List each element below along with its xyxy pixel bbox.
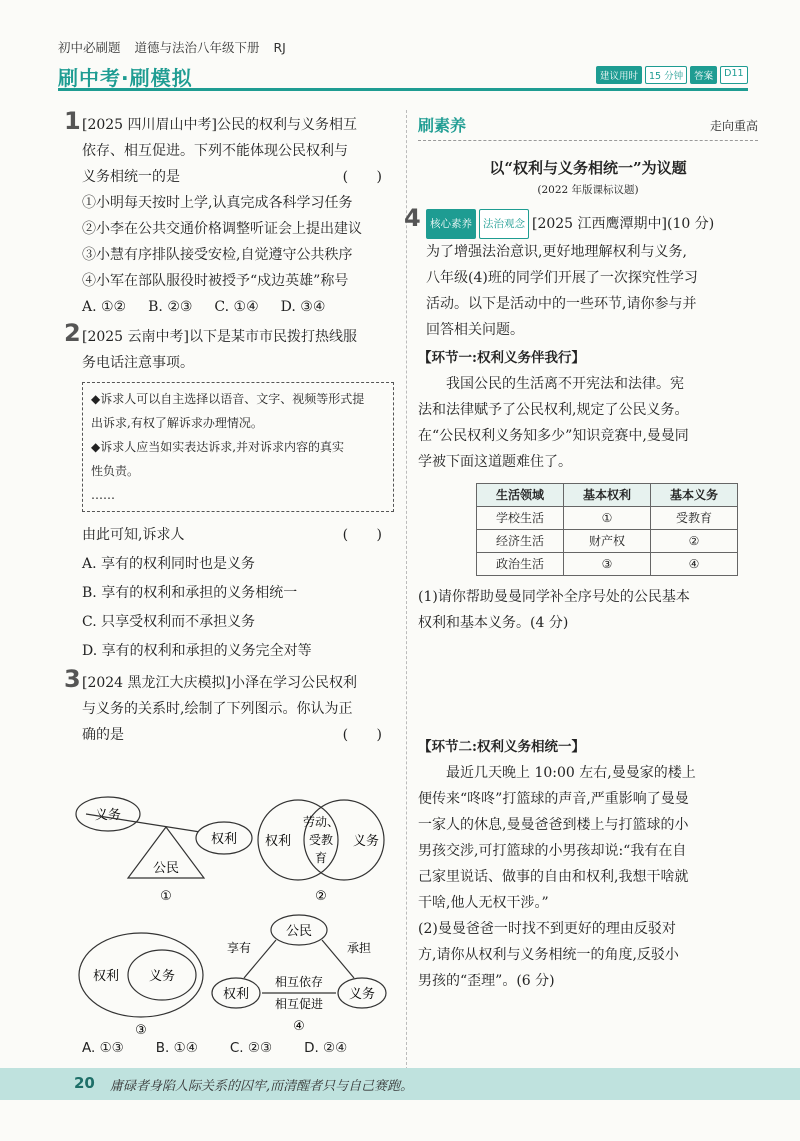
option-d[interactable]: D. ③④: [280, 299, 326, 315]
banner-title: 刷中考·刷模拟: [58, 66, 193, 90]
paragraph-line: 法和法律赋予了公民权利,规定了公民义务。: [418, 402, 689, 418]
fig2-mid: 育: [314, 851, 328, 865]
notice-line: 性负责。: [91, 464, 140, 478]
column-divider: [406, 110, 407, 1070]
time-answer-badges: [596, 66, 748, 84]
table-cell: ①: [564, 507, 651, 530]
table-cell: ③: [564, 553, 651, 576]
option-b[interactable]: B. 享有的权利和承担的义务相统一: [82, 585, 298, 601]
fig2-mid: 劳动、: [302, 815, 340, 829]
footer-motto: 庸碌者身陷人际关系的囚牢,而清醒者只与自己赛跑。: [110, 1079, 414, 1094]
answer-label: 答案: [690, 66, 717, 84]
table-header: 基本义务: [651, 484, 738, 507]
paragraph-line: 在“公民权利义务知多少”知识竞赛中,曼曼同: [418, 428, 689, 444]
q3-options: [82, 1040, 347, 1056]
fig2-number: ②: [315, 889, 327, 904]
option-c[interactable]: C. ①④: [214, 299, 259, 315]
option-d[interactable]: D. 享有的权利和承担的义务完全对等: [82, 643, 312, 659]
fig4-enjoy: 享有: [226, 941, 252, 955]
paragraph-line: 己家里说话、做事的自由和权利,我想干啥就: [418, 869, 689, 885]
paragraph-line: 便传来“咚咚”打篮球的声音,严重影响了曼曼: [418, 791, 689, 807]
fig4-mutual: 相互依存: [274, 975, 324, 989]
table-row: [477, 530, 738, 553]
subject-name: 道德与法治八年级下册: [134, 40, 260, 55]
option-a[interactable]: A. ①②: [82, 299, 127, 315]
table-row: [477, 507, 738, 530]
subquestion-1: (1)请你帮助曼曼同学补全序号处的公民基本: [418, 589, 690, 605]
right-column: [404, 112, 758, 994]
question-stem: 务电话注意事项。: [82, 355, 194, 371]
diagram-3: [79, 933, 203, 1038]
table-cell: ④: [651, 553, 738, 576]
option-d[interactable]: D. ②④: [304, 1040, 348, 1056]
time-value: 15 分钟: [645, 66, 687, 84]
fig4-mutual: 相互促进: [274, 997, 324, 1011]
answer-ref: D11: [720, 66, 747, 84]
diagram-4: [212, 915, 386, 1034]
diagram-1: [76, 797, 252, 904]
core-literacy-tag: 核心素养: [426, 209, 476, 239]
notice-line: ◆诉求人可以自主选择以语音、文字、视频等形式提: [91, 392, 365, 406]
subquestion-2: (2)曼曼爸爸一时找不到更好的理由反驳对: [418, 921, 676, 937]
page-number: 20: [74, 1074, 95, 1092]
option-row: [82, 294, 394, 320]
answer-paren: ( ): [342, 527, 394, 543]
fig3-number: ③: [135, 1023, 147, 1038]
subquestion-2: 方,请你从权利与义务相统一的角度,反驳小: [418, 947, 679, 963]
fig2-duty: 义务: [352, 834, 380, 849]
table-cell: 经济生活: [477, 530, 564, 553]
question-2: [64, 319, 394, 664]
table-cell: 受教育: [651, 507, 738, 530]
stage-2-title: 【环节二:权利义务相统一】: [418, 739, 585, 755]
series-name: 初中必刷题: [58, 40, 121, 55]
stage-1-title: 【环节一:权利义务伴我行】: [418, 350, 585, 366]
question-number: 2: [64, 319, 81, 347]
option-a[interactable]: A. 享有的权利同时也是义务: [82, 556, 256, 572]
intro-line: 活动。以下是活动中的一些环节,请你参与并: [426, 296, 697, 312]
question-number: 4: [404, 204, 421, 232]
question-stem: 义务相统一的是: [82, 169, 180, 185]
intro-line: 八年级(4)班的同学们开展了一次探究性学习: [426, 270, 698, 286]
question-stem: [2025 云南中考]以下是某市市民拨打热线服: [82, 329, 358, 345]
notice-line: ◆诉求人应当如实表达诉求,并对诉求内容的真实: [91, 440, 345, 454]
question-4: [404, 204, 758, 343]
rights-duties-table: [476, 483, 738, 576]
table-cell: 学校生活: [477, 507, 564, 530]
question-number: 3: [64, 665, 81, 693]
paragraph-line: 学被下面这道题难住了。: [418, 454, 572, 470]
edition: RJ: [273, 40, 286, 55]
paragraph-line: 干啥,他人无权干涉。”: [418, 895, 549, 911]
question-stem: 与义务的关系时,绘制了下列图示。你认为正: [82, 701, 353, 717]
fig2-mid: 受教: [308, 833, 334, 847]
fig1-number: ①: [160, 889, 172, 904]
answer-paren: ( ): [342, 727, 394, 743]
diagram-2: [258, 800, 384, 904]
fig4-bear: 承担: [346, 941, 372, 955]
subquestion-1: 权利和基本义务。(4 分): [418, 615, 569, 631]
paragraph-line: 最近几天晚上 10:00 左右,曼曼家的楼上: [446, 765, 696, 781]
intro-line: 回答相关问题。: [426, 322, 524, 338]
statement-item: ③小慧有序排队接受安检,自觉遵守公共秩序: [82, 247, 353, 263]
question-stem: [2025 四川眉山中考]公民的权利与义务相互: [82, 117, 358, 133]
table-header-row: [477, 484, 738, 507]
table-cell: ②: [651, 530, 738, 553]
fig1-duty: 义务: [94, 808, 122, 823]
rule-of-law-tag: 法治观念: [479, 209, 529, 239]
table-header: 生活领域: [477, 484, 564, 507]
notice-ellipsis: ……: [91, 488, 115, 502]
table-header: 基本权利: [564, 484, 651, 507]
section-tag: 走向重高: [709, 119, 758, 133]
answer-paren: ( ): [342, 169, 394, 185]
paragraph-line: 我国公民的生活离不开宪法和法律。宪: [446, 376, 684, 392]
notice-line: 出诉求,有权了解诉求办理情况。: [91, 416, 263, 430]
option-b[interactable]: B. ②③: [148, 299, 193, 315]
fig4-right: 权利: [222, 987, 250, 1002]
intro-line: 为了增强法治意识,更好地理解权利与义务,: [426, 244, 687, 260]
time-label: 建议用时: [596, 66, 642, 84]
left-column: [64, 107, 394, 748]
question-lead: 由此可知,诉求人: [82, 527, 185, 543]
question-3: [64, 665, 394, 748]
fig1-citizen: 公民: [152, 861, 180, 876]
question-stem: 确的是: [82, 727, 124, 743]
fig4-number: ④: [293, 1019, 305, 1034]
fig2-right: 权利: [264, 834, 292, 849]
table-row: [477, 553, 738, 576]
table-cell: 财产权: [564, 530, 651, 553]
fig4-citizen: 公民: [285, 924, 313, 939]
q3-diagrams: [66, 790, 406, 1040]
question-stem: [2024 黑龙江大庆模拟]小泽在学习公民权利: [82, 675, 358, 691]
series-header: [58, 38, 296, 56]
paragraph-line: 男孩交涉,可打篮球的小男孩却说:“我有在自: [418, 843, 687, 859]
option-c[interactable]: C. ②③: [229, 1040, 273, 1056]
statement-item: ②小李在公共交通价格调整听证会上提出建议: [82, 221, 362, 237]
option-b[interactable]: B. ①④: [155, 1040, 198, 1056]
statement-item: ①小明每天按时上学,认真完成各科学习任务: [82, 195, 353, 211]
fig3-outer: 权利: [92, 969, 120, 984]
option-c[interactable]: C. 只享受权利而不承担义务: [82, 614, 256, 630]
section-title: 刷素养: [418, 116, 467, 135]
option-a[interactable]: A. ①③: [82, 1040, 124, 1056]
fig1-right: 权利: [210, 832, 238, 847]
question-1: [64, 107, 394, 320]
question-source: [2025 江西鹰潭期中](10 分): [532, 216, 715, 232]
question-number: 1: [64, 107, 81, 135]
question-stem: 依存、相互促进。下列不能体现公民权利与: [82, 143, 348, 159]
statement-item: ④小军在部队服役时被授予“戍边英雄”称号: [82, 273, 349, 289]
notice-box: [82, 382, 394, 512]
banner-divider: [58, 88, 748, 91]
topic-subtitle: (2022 年版课标议题): [537, 184, 639, 196]
fig4-duty: 义务: [348, 987, 376, 1002]
subquestion-2: 男孩的“歪理”。(6 分): [418, 973, 555, 989]
topic-title: 以“权利与义务相统一”为议题: [489, 159, 687, 177]
answer-space-1[interactable]: [418, 636, 758, 734]
section-header: [418, 112, 758, 141]
paragraph-line: 一家人的休息,曼曼爸爸到楼上与打篮球的小: [418, 817, 689, 833]
fig3-inner: 义务: [148, 969, 176, 984]
table-cell: 政治生活: [477, 553, 564, 576]
